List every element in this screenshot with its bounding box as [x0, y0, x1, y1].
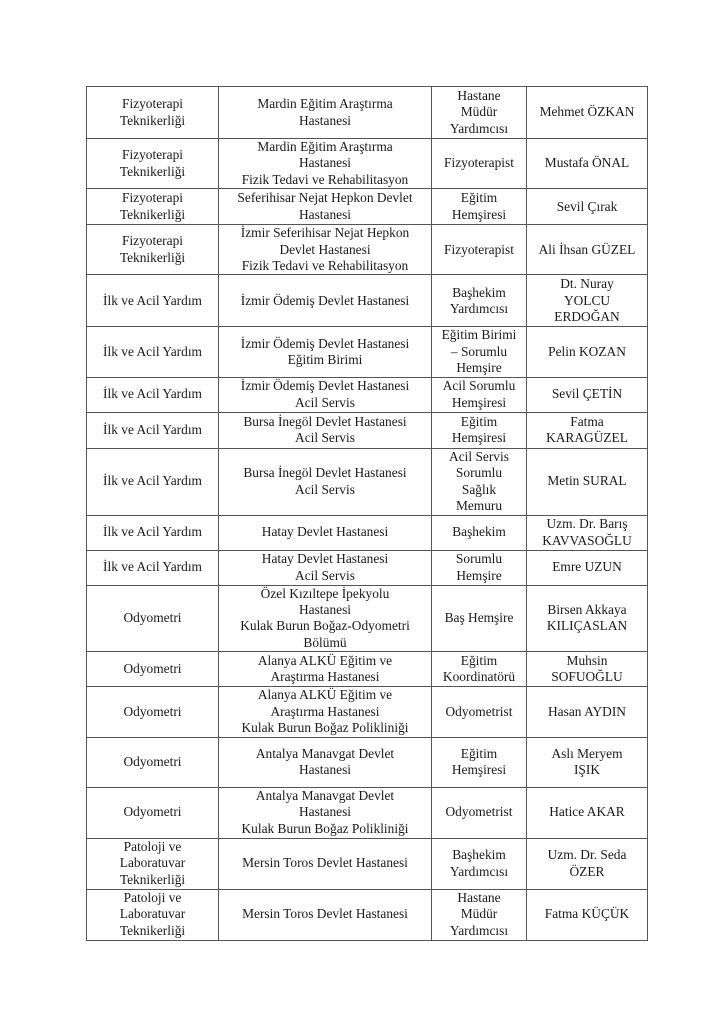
cell-name: Hatice AKAR — [527, 787, 648, 838]
cell-institution: Mardin Eğitim Araştırma Hastanesi — [219, 87, 432, 139]
cell-name: Mehmet ÖZKAN — [527, 87, 648, 139]
cell-title: Eğitim Birimi – Sorumlu Hemşire — [432, 327, 527, 377]
cell-institution: İzmir Ödemiş Devlet Hastanesi — [219, 275, 432, 327]
contacts-table — [86, 86, 648, 941]
cell-name: Hasan AYDIN — [527, 687, 648, 737]
cell-program: Patoloji ve Laboratuvar Teknikerliği — [87, 889, 219, 940]
cell-name: Sevil ÇETİN — [527, 377, 648, 412]
cell-name: Fatma KÜÇÜK — [527, 889, 648, 940]
cell-program: İlk ve Acil Yardım — [87, 275, 219, 327]
table-row — [87, 412, 648, 448]
cell-program: Patoloji ve Laboratuvar Teknikerliği — [87, 838, 219, 889]
cell-title: Başhekim Yardımcısı — [432, 275, 527, 327]
table-row — [87, 139, 648, 189]
table-row — [87, 87, 648, 139]
cell-institution: Mardin Eğitim Araştırma Hastanesi Fizik Tedavi ve Rehabilitasyon — [219, 139, 432, 189]
table-row — [87, 189, 648, 225]
cell-name: Dt. Nuray YOLCU ERDOĞAN — [527, 275, 648, 327]
table-row — [87, 737, 648, 787]
table-row — [87, 838, 648, 889]
cell-name: Pelin KOZAN — [527, 327, 648, 377]
cell-institution: İzmir Ödemiş Devlet Hastanesi Eğitim Birimi — [219, 327, 432, 377]
cell-program: Odyometri — [87, 585, 219, 652]
table-row — [87, 448, 648, 515]
cell-title: Fizyoterapist — [432, 139, 527, 189]
cell-name: Sevil Çırak — [527, 189, 648, 225]
cell-institution: Bursa İnegöl Devlet Hastanesi Acil Servis — [219, 412, 432, 448]
cell-title: Acil Sorumlu Hemşiresi — [432, 377, 527, 412]
cell-title: Acil Servis Sorumlu Sağlık Memuru — [432, 448, 527, 515]
cell-institution: Özel Kızıltepe İpekyolu Hastanesi Kulak Burun Boğaz-Odyometri Bölümü — [219, 585, 432, 652]
table-row — [87, 550, 648, 585]
table-row — [87, 327, 648, 377]
table-row — [87, 687, 648, 737]
cell-institution: Mersin Toros Devlet Hastanesi — [219, 889, 432, 940]
cell-title: Eğitim Koordinatörü — [432, 652, 527, 687]
cell-institution: İzmir Seferihisar Nejat Hepkon Devlet Hastanesi Fizik Tedavi ve Rehabilitasyon — [219, 225, 432, 275]
table-row — [87, 515, 648, 550]
cell-name: Muhsin SOFUOĞLU — [527, 652, 648, 687]
cell-institution: Alanya ALKÜ Eğitim ve Araştırma Hastanesi Kulak Burun Boğaz Polikliniği — [219, 687, 432, 737]
cell-title: Odyometrist — [432, 787, 527, 838]
cell-institution: Hatay Devlet Hastanesi — [219, 515, 432, 550]
cell-institution: Bursa İnegöl Devlet Hastanesi Acil Servis — [219, 448, 432, 515]
table-row — [87, 652, 648, 687]
cell-program: İlk ve Acil Yardım — [87, 515, 219, 550]
cell-name: Mustafa ÖNAL — [527, 139, 648, 189]
table-row — [87, 275, 648, 327]
cell-name: Metin SURAL — [527, 448, 648, 515]
table-row — [87, 787, 648, 838]
cell-program: Fizyoterapi Teknikerliği — [87, 87, 219, 139]
cell-name: Uzm. Dr. Barış KAVVASOĞLU — [527, 515, 648, 550]
cell-institution: Mersin Toros Devlet Hastanesi — [219, 838, 432, 889]
table-body — [87, 87, 648, 941]
cell-title: Odyometrist — [432, 687, 527, 737]
cell-title: Sorumlu Hemşire — [432, 550, 527, 585]
table-row — [87, 585, 648, 652]
cell-program: İlk ve Acil Yardım — [87, 377, 219, 412]
cell-institution: Antalya Manavgat Devlet Hastanesi Kulak Burun Boğaz Polikliniği — [219, 787, 432, 838]
cell-name: Birsen Akkaya KILIÇASLAN — [527, 585, 648, 652]
cell-program: Fizyoterapi Teknikerliği — [87, 139, 219, 189]
cell-program: Odyometri — [87, 787, 219, 838]
cell-program: Odyometri — [87, 652, 219, 687]
cell-title: Başhekim Yardımcısı — [432, 838, 527, 889]
cell-program: Odyometri — [87, 687, 219, 737]
cell-title: Hastane Müdür Yardımcısı — [432, 87, 527, 139]
table-row — [87, 377, 648, 412]
cell-program: Fizyoterapi Teknikerliği — [87, 225, 219, 275]
cell-title: Fizyoterapist — [432, 225, 527, 275]
cell-institution: Seferihisar Nejat Hepkon Devlet Hastanesi — [219, 189, 432, 225]
cell-title: Eğitim Hemşiresi — [432, 189, 527, 225]
cell-institution: Hatay Devlet Hastanesi Acil Servis — [219, 550, 432, 585]
cell-program: Odyometri — [87, 737, 219, 787]
cell-program: İlk ve Acil Yardım — [87, 327, 219, 377]
cell-name: Uzm. Dr. Seda ÖZER — [527, 838, 648, 889]
cell-program: İlk ve Acil Yardım — [87, 412, 219, 448]
cell-title: Eğitim Hemşiresi — [432, 412, 527, 448]
cell-title: Başhekim — [432, 515, 527, 550]
cell-name: Aslı Meryem IŞIK — [527, 737, 648, 787]
cell-program: İlk ve Acil Yardım — [87, 550, 219, 585]
cell-name: Ali İhsan GÜZEL — [527, 225, 648, 275]
table-row — [87, 889, 648, 940]
cell-title: Eğitim Hemşiresi — [432, 737, 527, 787]
cell-title: Hastane Müdür Yardımcısı — [432, 889, 527, 940]
cell-institution: Antalya Manavgat Devlet Hastanesi — [219, 737, 432, 787]
cell-institution: Alanya ALKÜ Eğitim ve Araştırma Hastanesi — [219, 652, 432, 687]
cell-name: Emre UZUN — [527, 550, 648, 585]
cell-institution: İzmir Ödemiş Devlet Hastanesi Acil Servis — [219, 377, 432, 412]
cell-title: Baş Hemşire — [432, 585, 527, 652]
cell-program: İlk ve Acil Yardım — [87, 448, 219, 515]
cell-name: Fatma KARAGÜZEL — [527, 412, 648, 448]
cell-program: Fizyoterapi Teknikerliği — [87, 189, 219, 225]
table-row — [87, 225, 648, 275]
